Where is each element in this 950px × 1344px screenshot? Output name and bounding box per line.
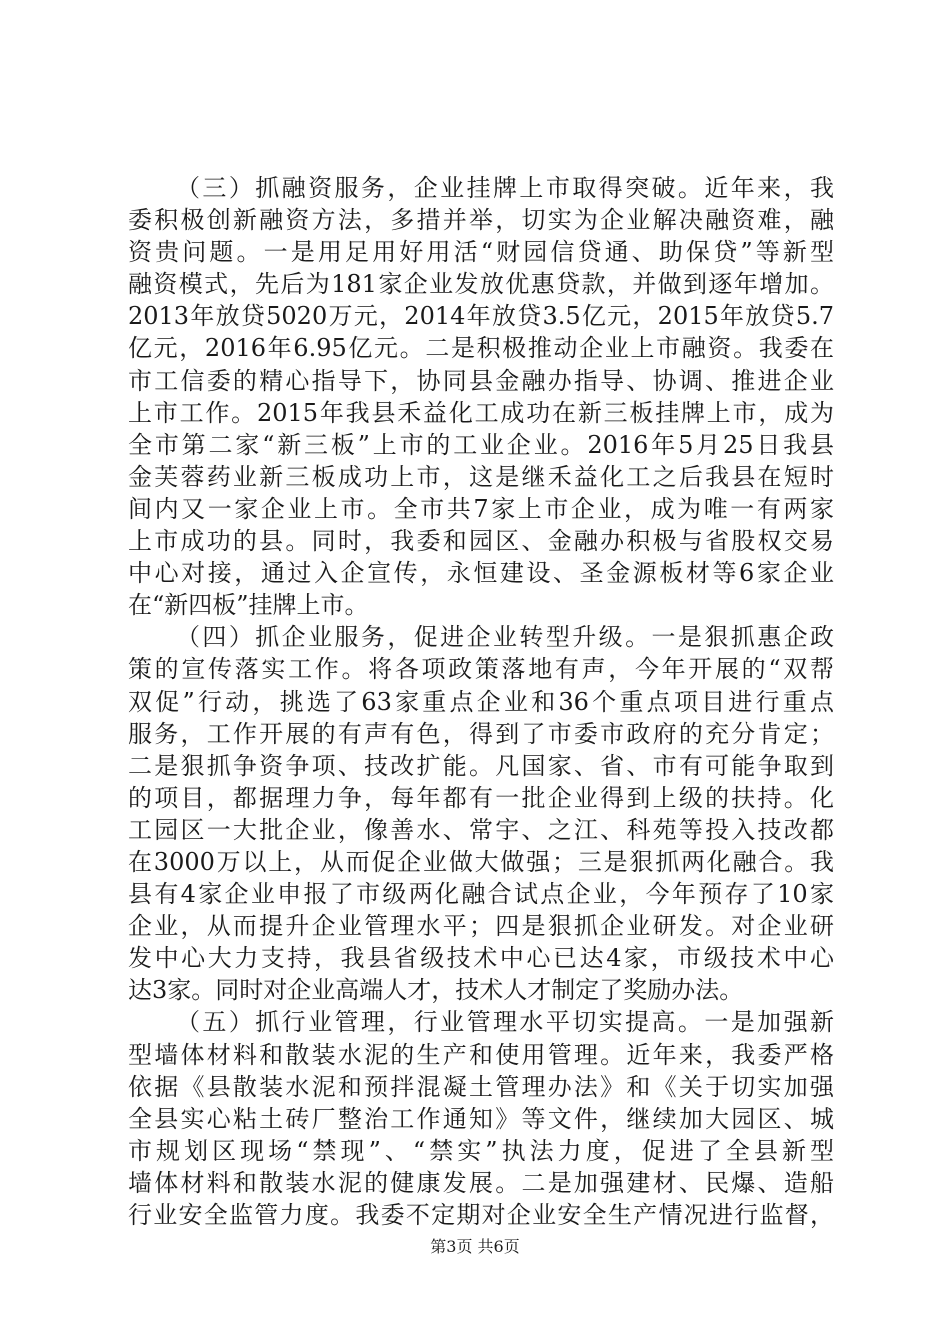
text-line: 双促”行动，挑选了63家重点企业和36个重点项目进行重点 (128, 687, 834, 716)
text-line: 全市第二家“新三板”上市的工业企业。2016年5月25日我县 (128, 430, 834, 459)
text-line: 企业，从而提升企业管理水平；四是狠抓企业研发。对企业研 (128, 912, 834, 941)
text-line: 行业安全监管力度。我委不定期对企业安全生产情况进行监督， (128, 1201, 834, 1229)
text-line: 融资模式，先后为181家企业发放优惠贷款，并做到逐年增加。 (128, 270, 834, 299)
text-line: 全县实心粘土砖厂整治工作通知》等文件，继续加大园区、城 (128, 1104, 834, 1133)
text-line: 的项目，都据理力争，每年都有一批企业得到上级的扶持。化 (128, 783, 834, 812)
document-body (128, 172, 834, 1231)
text-line: 型墙体材料和散装水泥的生产和使用管理。近年来，我委严格 (128, 1040, 834, 1069)
text-line: 墙体材料和散装水泥的健康发展。二是加强建材、民爆、造船 (128, 1168, 834, 1197)
text-line: 市规划区现场“禁现”、“禁实”执法力度，促进了全县新型 (128, 1136, 834, 1165)
text-line: 上市工作。2015年我县禾益化工成功在新三板挂牌上市，成为 (128, 398, 834, 427)
text-line: 委积极创新融资方法，多措并举，切实为企业解决融资难，融 (128, 206, 834, 235)
page-footer: 第3页 共6页 (430, 1237, 520, 1256)
text-line: 间内又一家企业上市。全市共7家上市企业，成为唯一有两家 (128, 494, 834, 523)
text-line: 县有4家企业申报了市级两化融合试点企业，今年预存了10家 (128, 880, 834, 909)
text-line: （三）抓融资服务，企业挂牌上市取得突破。近年来，我 (176, 174, 834, 202)
text-line: 依据《县散装水泥和预拌混凝土管理办法》和《关于切实加强 (128, 1072, 834, 1101)
text-line: （四）抓企业服务，促进企业转型升级。一是狠抓惠企政 (176, 623, 834, 652)
text-line: 二是狠抓争资争项、技改扩能。凡国家、省、市有可能争取到 (128, 751, 834, 780)
text-line: 服务，工作开展的有声有色，得到了市委市政府的充分肯定； (128, 719, 834, 748)
text-line: 发中心大力支持，我县省级技术中心已达4家，市级技术中心 (128, 944, 834, 973)
text-line: （五）抓行业管理，行业管理水平切实提高。一是加强新 (176, 1008, 834, 1037)
text-line: 2013年放贷5020万元，2014年放贷3.5亿元，2015年放贷5.7 (128, 302, 834, 331)
text-line: 金芙蓉药业新三板成功上市，这是继禾益化工之后我县在短时 (128, 462, 834, 491)
text-line: 在3000万以上，从而促企业做大做强；三是狠抓两化融合。我 (128, 847, 834, 876)
text-line: 达3家。同时对企业高端人才，技术人才制定了奖励办法。 (128, 976, 744, 1005)
text-line: 市工信委的精心指导下，协同县金融办指导、协调、推进企业 (128, 366, 834, 395)
text-line: 中心对接，通过入企宣传，永恒建设、圣金源板材等6家企业 (128, 559, 834, 588)
text-line: 策的宣传落实工作。将各项政策落地有声，今年开展的“双帮 (128, 655, 834, 684)
text-line: 亿元，2016年6.95亿元。二是积极推动企业上市融资。我委在 (128, 334, 834, 363)
text-line: 工园区一大批企业，像善水、常宇、之江、科苑等投入技改都 (128, 815, 834, 844)
text-line: 在“新四板”挂牌上市。 (128, 591, 369, 620)
text-line: 资贵问题。一是用足用好用活“财园信贷通、助保贷”等新型 (128, 238, 834, 267)
text-line: 上市成功的县。同时，我委和园区、金融办积极与省股权交易 (128, 527, 834, 556)
